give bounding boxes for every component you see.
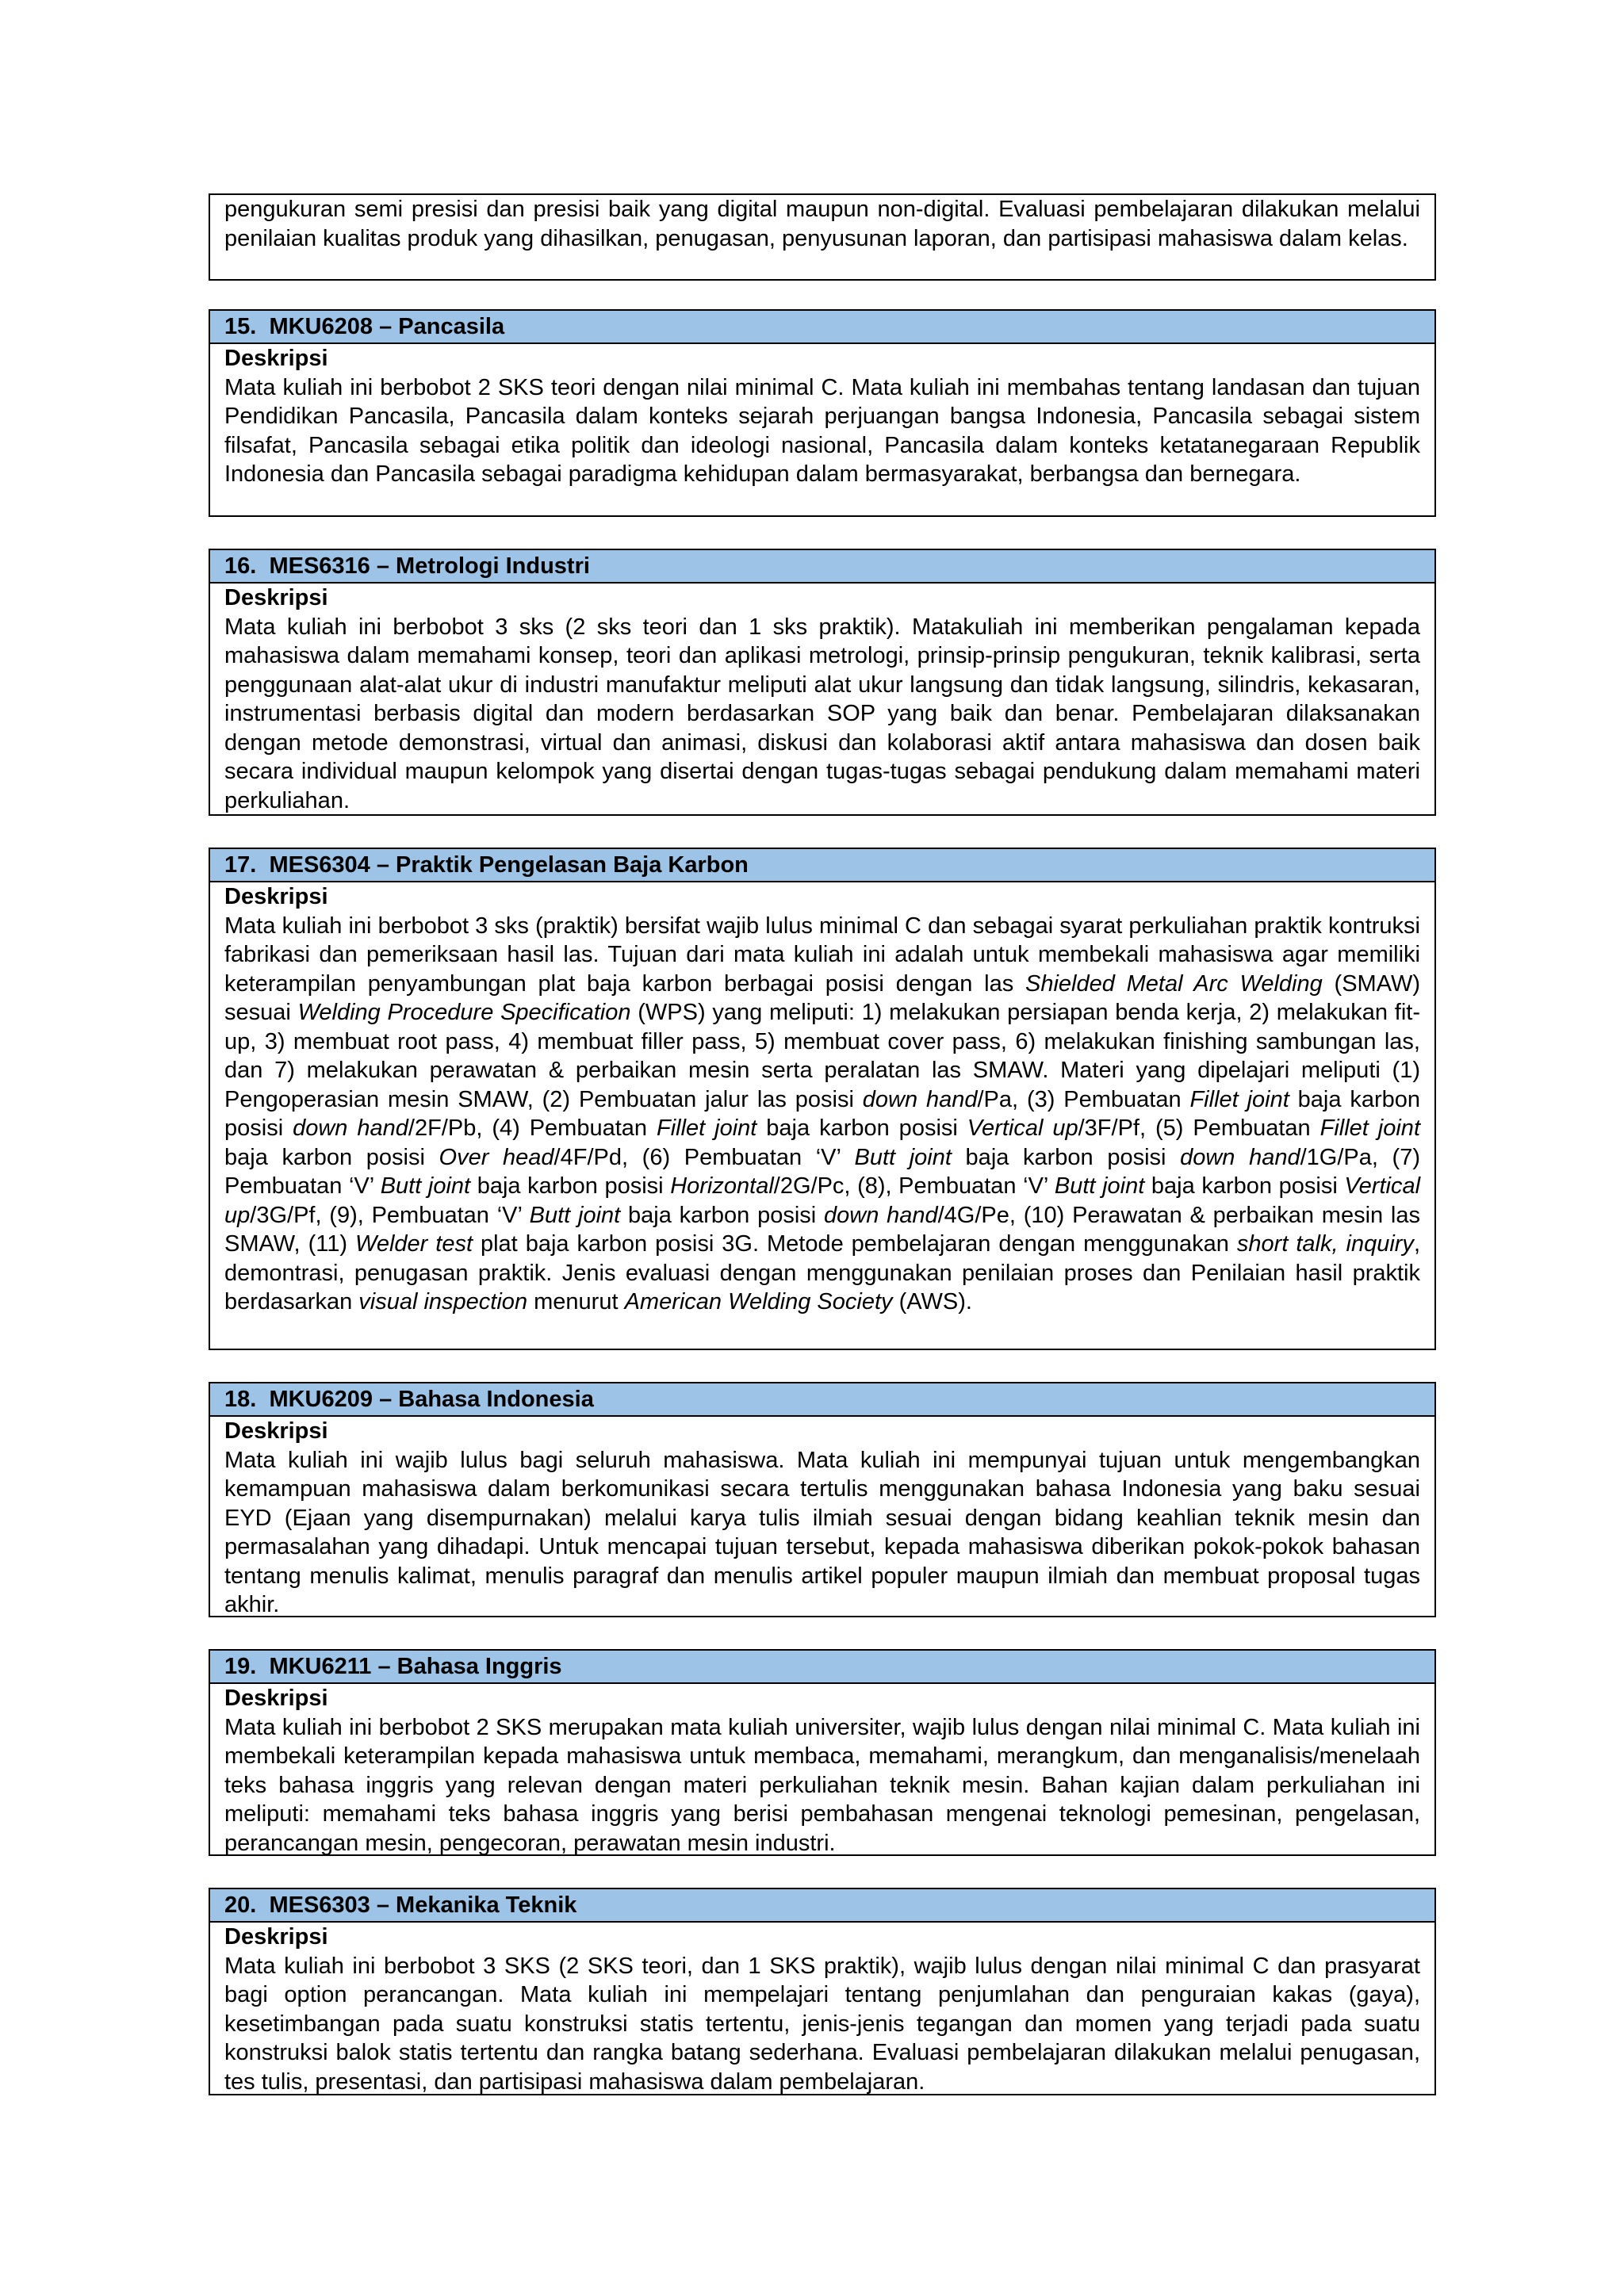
description-run: (AWS). (892, 1289, 972, 1314)
italic-term: Vertical up (224, 1173, 1421, 1228)
description-run: baja karbon posisi (224, 1144, 439, 1170)
italic-term: down hand (824, 1202, 938, 1228)
course-box-15 (209, 309, 1436, 517)
italic-term: down hand (862, 1086, 978, 1112)
description-label: Deskripsi (224, 585, 328, 610)
italic-term: short talk, inquiry (1236, 1231, 1414, 1257)
italic-term: down hand (1180, 1144, 1300, 1170)
italic-term: Butt joint (1054, 1173, 1145, 1199)
course-body (210, 195, 1434, 253)
description-label: Deskripsi (224, 1418, 328, 1444)
description-label: Deskripsi (224, 884, 328, 909)
course-body (210, 1923, 1434, 2096)
italic-term: American Welding Society (624, 1289, 893, 1314)
italic-term: Over head (439, 1144, 554, 1170)
course-header (210, 1383, 1434, 1417)
course-title: MES6303 – Mekanika Teknik (269, 1892, 577, 1918)
description-run: baja karbon posisi (620, 1202, 824, 1228)
italic-term: visual inspection (358, 1289, 528, 1314)
course-number: 15. (224, 314, 257, 339)
course-description-page (209, 193, 1436, 2095)
course-title: MKU6211 – Bahasa Inggris (269, 1654, 562, 1679)
course-number: 18. (224, 1387, 257, 1412)
course-body (210, 1684, 1434, 1858)
description-run: /3G/Pf, (9), Pembuatan ‘V’ (250, 1202, 530, 1228)
course-number: 16. (224, 553, 257, 579)
description-run: , demontrasi, penugasan praktik. Jenis evaluasi dengan menggunakan penilaian proses dan Penilaian hasil praktik berdasarkan (224, 1231, 1420, 1314)
course-box-16 (209, 549, 1436, 816)
course-header (210, 311, 1434, 344)
course-description (224, 912, 1420, 1317)
description-run: menurut (527, 1289, 625, 1314)
description-run: /4G/Pe, (10) Perawatan & perbaikan mesin las SMAW, (11) (224, 1202, 1421, 1257)
course-description: Mata kuliah ini berbobot 2 SKS merupakan mata kuliah universiter, wajib lulus dengan nilai minimal C. Mata kuliah ini membekali keterampilan kepada mahasiswa untuk membaca, memahami, merangkum, dan menganalisis/menelaah teks bahasa inggris yang relevan dengan materi perkuliahan teknik mesin. Bahan kajian dalam perkuliahan ini meliputi: memahami teks bahasa inggris yang berisi pembahasan mengenai teknologi pemesinan, pengelasan, perancangan mesin, pengecoran, perawatan mesin industri. (224, 1714, 1420, 1856)
italic-term: Vertical up (967, 1115, 1078, 1141)
course-continuation-box (209, 193, 1436, 281)
course-number: 20. (224, 1892, 257, 1918)
course-title: MES6316 – Metrologi Industri (269, 553, 590, 579)
description-run: /4F/Pd, (6) Pembuatan ‘V’ (553, 1144, 855, 1170)
course-number: 19. (224, 1654, 257, 1679)
italic-term: Welding Procedure Specification (297, 1000, 631, 1025)
course-body (210, 344, 1434, 489)
course-box-20 (209, 1888, 1436, 2095)
description-run: baja karbon posisi (951, 1144, 1181, 1170)
italic-term: Butt joint (529, 1202, 621, 1228)
description-run: /2G/Pc, (8), Pembuatan ‘V’ (773, 1173, 1055, 1199)
course-number: 17. (224, 852, 257, 878)
description-run: plat baja karbon posisi 3G. Metode pembelajaran dengan menggunakan (473, 1231, 1237, 1257)
italic-term: Butt joint (854, 1144, 952, 1170)
italic-term: Horizontal (670, 1173, 774, 1199)
description-label: Deskripsi (224, 346, 328, 371)
description-run: (WPS) yang meliputi: 1) melakukan persiapan benda kerja, 2) melakukan fit-up, 3) membuat root pass, 4) membuat filler pass, 5) membuat cover pass, 6) melakukan finishing sambungan las, dan 7) melakukan perawatan & perbaikan mesin serta peralatan las SMAW. Materi yang dipelajari meliputi (1) Pengoperasian mesin SMAW, (2) Pembuatan jalur las posisi (224, 1000, 1420, 1112)
course-title: MKU6208 – Pancasila (269, 314, 505, 339)
italic-term: down hand (293, 1115, 408, 1141)
course-header (210, 1889, 1434, 1923)
description-run: baja karbon posisi (756, 1115, 967, 1141)
course-body (210, 584, 1434, 815)
course-description: Mata kuliah ini berbobot 3 SKS (2 SKS teori, dan 1 SKS praktik), wajib lulus dengan nilai minimal C dan prasyarat bagi option perancangan. Mata kuliah ini mempelajari tentang penjumlahan dan penguraian kakas (gaya), kesetimbangan pada suatu konstruksi statis tertentu, jenis-jenis tegangan dan momen yang terjadi pada suatu konstruksi balok statis tertentu dan rangka batang sederhana. Evaluasi pembelajaran dilakukan melalui penugasan, tes tulis, presentasi, dan partisipasi mahasiswa dalam pembelajaran. (224, 1953, 1420, 2095)
course-description: pengukuran semi presisi dan presisi baik yang digital maupun non-digital. Evaluasi pembelajaran dilakukan melalui penilaian kualitas produk yang dihasilkan, penugasan, penyusunan laporan, dan partisipasi mahasiswa dalam kelas. (224, 197, 1420, 251)
course-box-17 (209, 848, 1436, 1350)
course-title: MES6304 – Praktik Pengelasan Baja Karbon (269, 852, 749, 878)
italic-term: Welder test (354, 1231, 473, 1257)
italic-term: Shielded Metal Arc Welding (1025, 970, 1323, 997)
description-run: Mata kuliah ini berbobot 3 sks (praktik) bersifat wajib lulus minimal C dan sebagai syarat perkuliahan praktik kontruksi fabrikasi dan pemeriksaan hasil las. Tujuan dari mata kuliah ini adalah untuk membekali mahasiswa agar memiliki keterampilan penyambungan plat baja karbon berbagai posisi dengan las (224, 913, 1420, 997)
course-header (210, 550, 1434, 584)
course-body (210, 1417, 1434, 1620)
description-run: baja karbon posisi (470, 1173, 671, 1199)
course-header (210, 849, 1434, 882)
description-run: baja karbon posisi (224, 1086, 1420, 1141)
course-description: Mata kuliah ini berbobot 2 SKS teori dengan nilai minimal C. Mata kuliah ini membahas tentang landasan dan tujuan Pendidikan Pancasila, Pancasila dalam konteks sejarah perjuangan bangsa Indonesia, Pancasila sebagai sistem filsafat, Pancasila sebagai etika politik dan ideologi nasional, Pancasila dalam konteks ketatanegaraan Republik Indonesia dan Pancasila sebagai paradigma kehidupan dalam bermasyarakat, berbangsa dan bernegara. (224, 374, 1420, 487)
description-run: (SMAW) sesuai (224, 970, 1420, 1025)
description-run: /Pa, (3) Pembuatan (977, 1086, 1190, 1112)
course-description: Mata kuliah ini wajib lulus bagi seluruh mahasiswa. Mata kuliah ini mempunyai tujuan untuk mengembangkan kemampuan mahasiswa dalam berkomunikasi secara tertulis menggunakan bahasa Indonesia yang baku sesuai EYD (Ejaan yang disempurnakan) melalui karya tulis ilmiah sesuai dengan bidang keahlian teknik mesin dan permasalahan yang dihadapi. Untuk mencapai tujuan tersebut, kepada mahasiswa diberikan pokok-pokok bahasan tentang menulis kalimat, menulis paragraf dan menulis artikel populer maupun ilmiah dan membuat proposal tugas akhir. (224, 1447, 1420, 1617)
course-header (210, 1651, 1434, 1684)
italic-term: Fillet joint (656, 1115, 757, 1141)
italic-term: Butt joint (380, 1173, 471, 1199)
course-box-18 (209, 1382, 1436, 1617)
description-label: Deskripsi (224, 1686, 328, 1711)
course-title: MKU6209 – Bahasa Indonesia (269, 1387, 594, 1412)
italic-term: Fillet joint (1189, 1086, 1289, 1112)
italic-term: Fillet joint (1320, 1115, 1420, 1141)
description-run: /3F/Pf, (5) Pembuatan (1078, 1115, 1320, 1141)
description-label: Deskripsi (224, 1924, 328, 1950)
course-box-19 (209, 1649, 1436, 1856)
course-body (210, 882, 1434, 1317)
description-run: /1G/Pa, (7) Pembuatan ‘V’ (224, 1144, 1420, 1199)
description-run: baja karbon posisi (1144, 1173, 1345, 1199)
course-description: Mata kuliah ini berbobot 3 sks (2 sks teori dan 1 sks praktik). Matakuliah ini memberikan pengalaman kepada mahasiswa dalam memahami konsep, teori dan aplikasi metrologi, prinsip-prinsip pengukuran, teknik kalibrasi, serta penggunaan alat-alat ukur di industri manufaktur meliputi alat ukur langsung dan tidak langsung, silindris, kekasaran, instrumentasi berbasis digital dan modern berdasarkan SOP yang baik dan benar. Pembelajaran dilaksanakan dengan metode demonstrasi, virtual dan animasi, diskusi dan kolaborasi aktif antara mahasiswa dan dosen baik secara individual maupun kelompok yang disertai dengan tugas-tugas sebagai pendukung dalam memahami materi perkuliahan. (224, 614, 1420, 813)
description-run: /2F/Pb, (4) Pembuatan (408, 1115, 657, 1141)
